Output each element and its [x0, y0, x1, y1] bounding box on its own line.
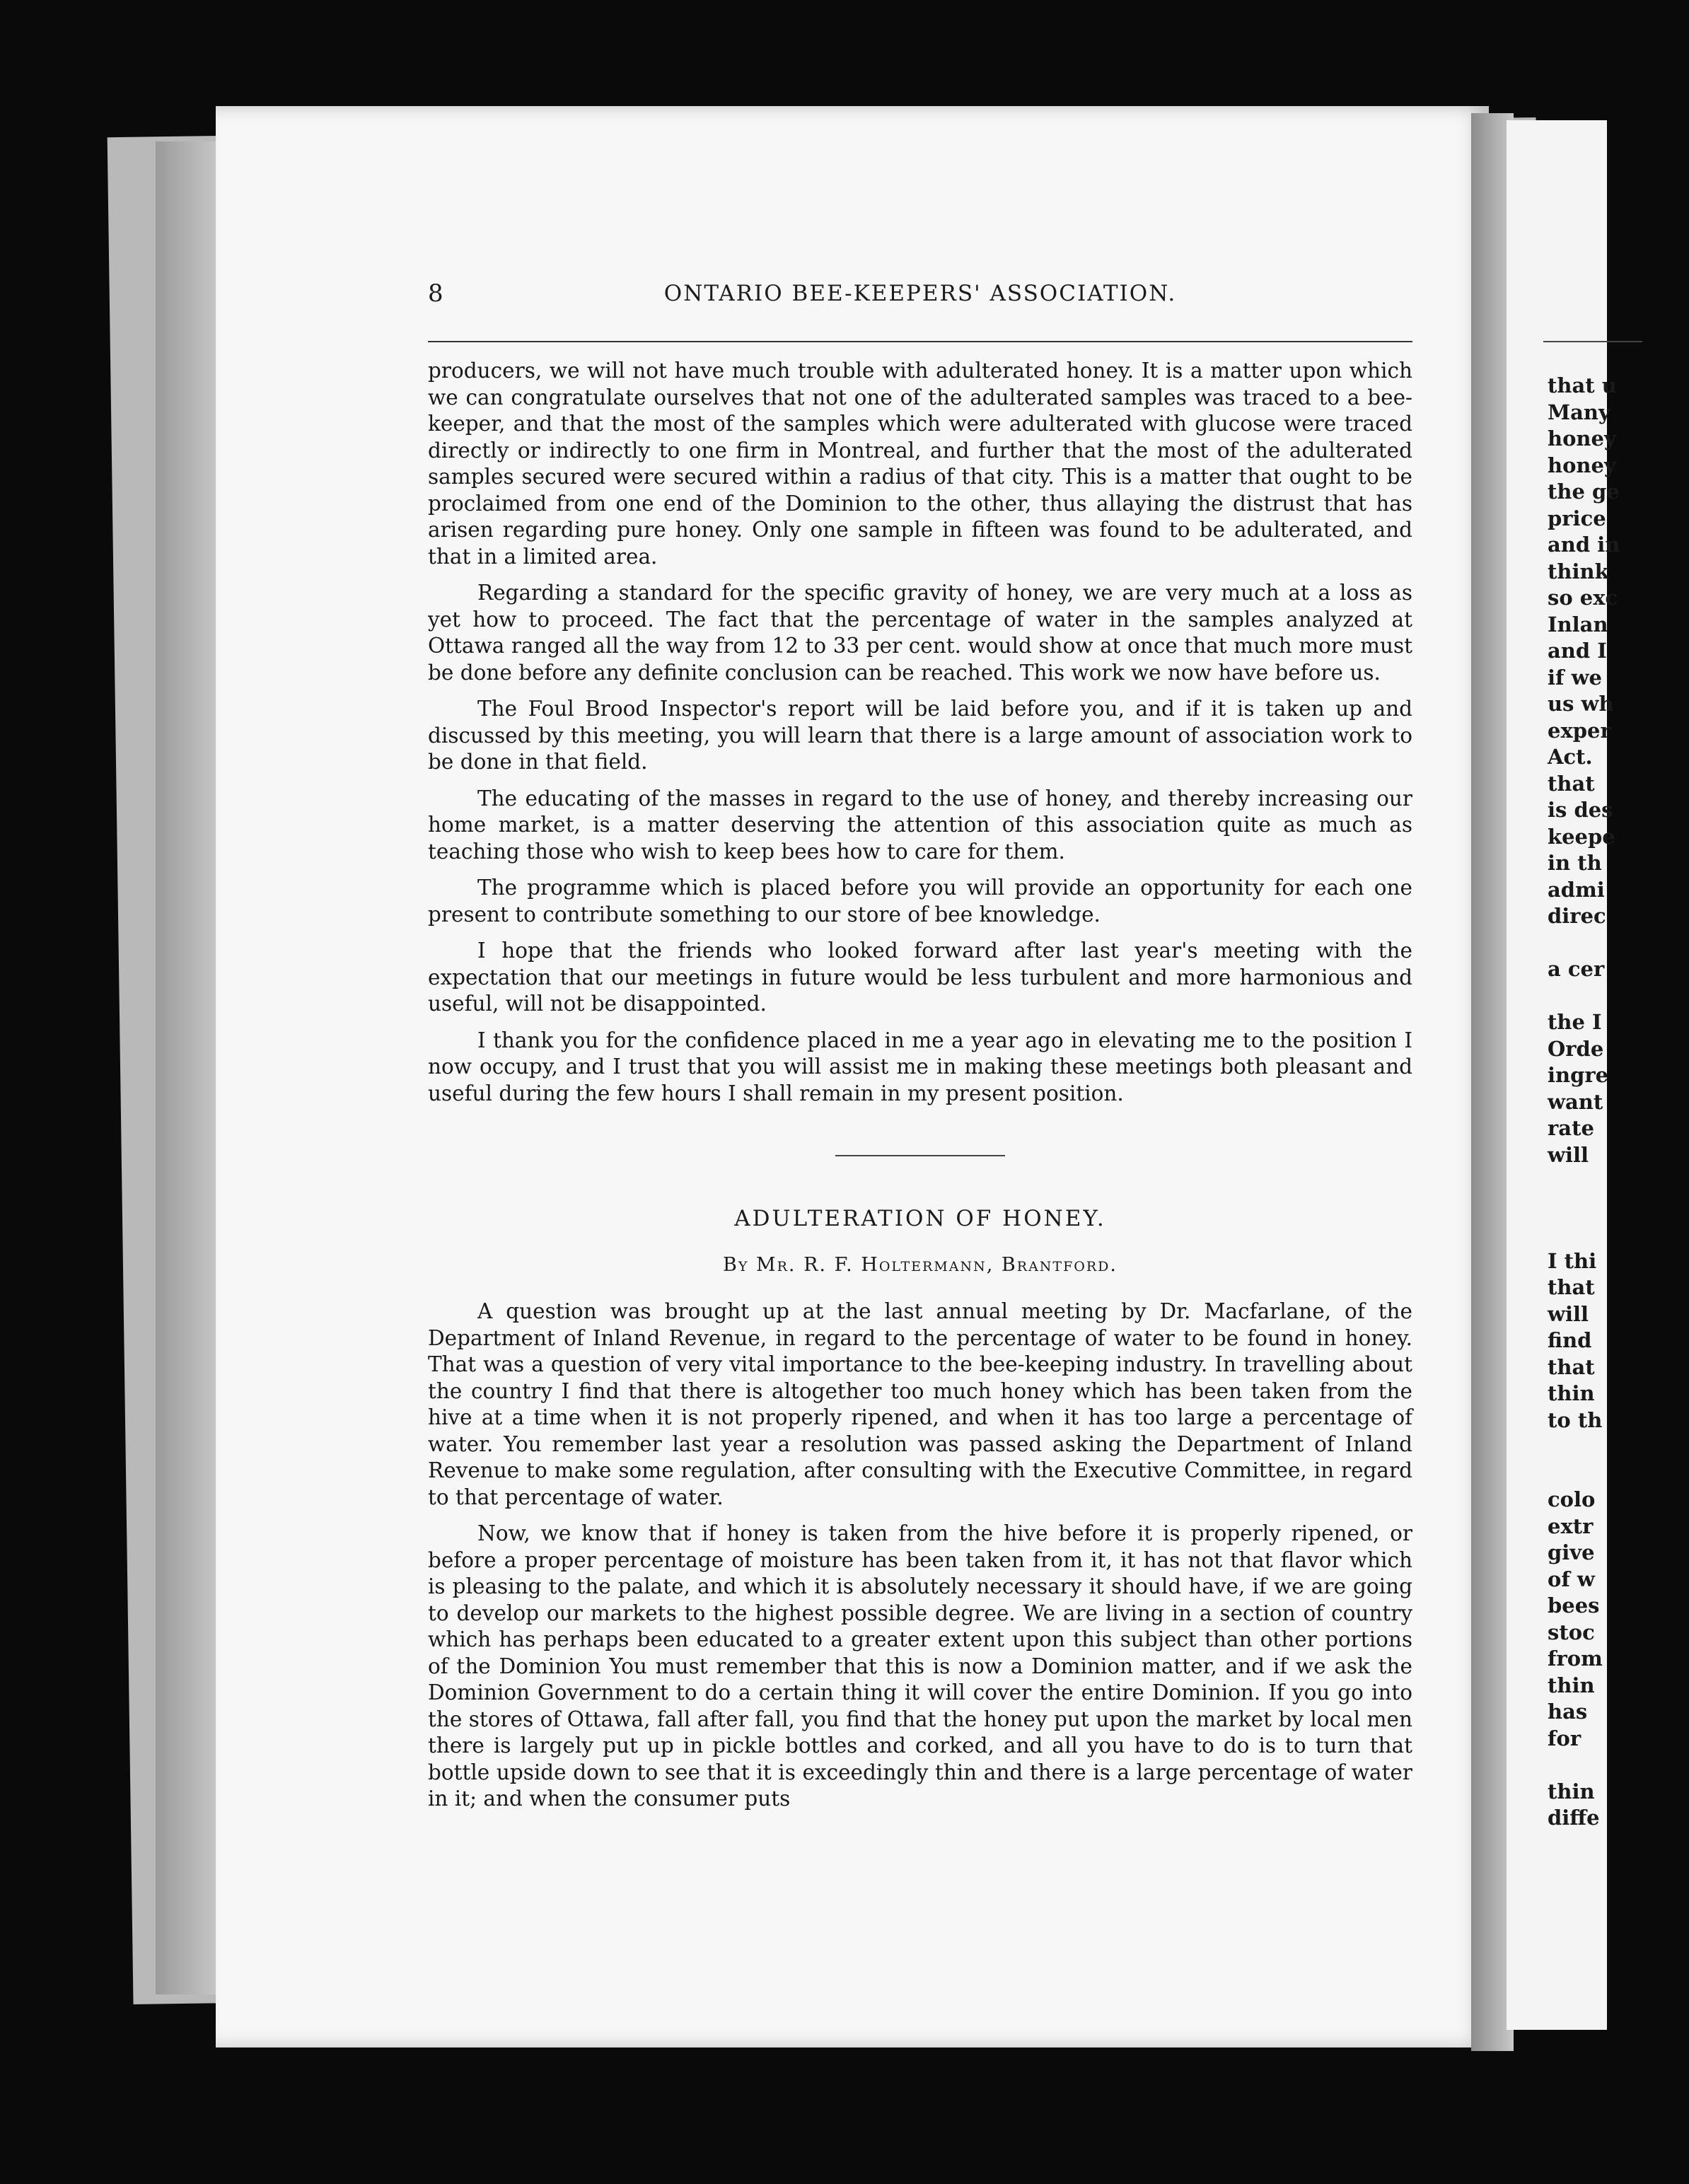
facing-page-line: honey [1548, 453, 1616, 477]
facing-page-rule [1543, 341, 1642, 342]
section-divider [835, 1155, 1005, 1156]
facing-page-line [1548, 1168, 1689, 1195]
facing-page-line: price [1548, 506, 1606, 530]
facing-page-line: Orde [1548, 1036, 1604, 1061]
facing-page-line: admi [1548, 877, 1605, 902]
article-byline: By Mr. R. F. Holtermann, Brantford. [723, 1254, 1118, 1276]
facing-page-line: extr [1548, 1514, 1594, 1538]
facing-page-line: want [1548, 1089, 1603, 1114]
book-page [216, 106, 1489, 2047]
facing-page-line: honey [1548, 426, 1616, 451]
facing-page-text [1548, 373, 1689, 1832]
page-number: 8 [428, 279, 443, 308]
facing-page-line: I thi [1548, 1248, 1597, 1273]
facing-page-line: ingre [1548, 1063, 1609, 1087]
facing-page-line: for [1548, 1726, 1581, 1750]
facing-page-line: Act. [1548, 745, 1593, 769]
facing-page-line: thin [1548, 1381, 1595, 1405]
facing-page-line: to th [1548, 1407, 1603, 1432]
facing-page-line: and I [1548, 639, 1607, 663]
facing-page-line: will [1548, 1142, 1589, 1167]
body-paragraph: producers, we will not have much trouble with adulterated honey. It is a matter upon which we can congratulate ourselves that not one of the adulterated samples was traced to a bee-keeper, and that the most of the samples which were adulterated with glucose were traced directly or indirectly to one firm in Montreal, and further that the most of the adulterated samples secured were secured within a radius of that city. This is a matter that ought to be proclaimed from one end of the Dominion to the other, thus allaying the distrust that has arisen regarding pure honey. Only one sample in fifteen was found to be adulterated, and that in a limited area. [428, 359, 1412, 569]
body-paragraph: The programme which is placed before you will provide an opportunity for each one present to contribute something to our store of bee knowledge. [428, 876, 1412, 927]
facing-page-line: that [1548, 1354, 1595, 1379]
running-head-title: ONTARIO BEE-KEEPERS' ASSOCIATION. [663, 281, 1177, 306]
article-title: ADULTERATION OF HONEY. [734, 1206, 1106, 1231]
facing-page-line: in th [1548, 851, 1602, 875]
facing-page-line: direc [1548, 904, 1606, 928]
facing-page-line: Many [1548, 400, 1610, 424]
facing-page-line: thin [1548, 1779, 1595, 1803]
facing-page [1507, 120, 1620, 2030]
article-paragraph: A question was brought up at the last annual meeting by Dr. Macfarlane, of the Department of Inland Revenue, in regard to the percentage of water to be found in honey. That was a question of very vital importance to the bee-keeping industry. In travelling about the country I find that there is altogether too much honey which has been taken from the hive at a time when it is not properly ripened, and when it has too large a percentage of water. You remember last year a resolution was passed asking the Department of Inland Revenue to make some regulation, after consulting with the Executive Committee, in regard to that percentage of water. [428, 1299, 1412, 1509]
facing-page-line: a cer [1548, 957, 1605, 981]
facing-page-line: colo [1548, 1487, 1596, 1511]
facing-page-line [1548, 1460, 1689, 1487]
body-paragraph: I thank you for the confidence placed in me a year ago in elevating me to the position I now occupy, and I trust that you will assist me in making these meetings both pleasant and useful during the few hours I shall remain in my present position. [428, 1028, 1412, 1105]
page-content [428, 279, 1412, 1823]
body-paragraph: The Foul Brood Inspector's report will be laid before you, and if it is taken up and discussed by this meeting, you will learn that there is a large amount of association work to be done in that field. [428, 697, 1412, 774]
header-rule [428, 341, 1412, 342]
facing-page-line: so exc [1548, 586, 1618, 610]
facing-page-line: keepe [1548, 824, 1615, 849]
facing-page-line [1548, 930, 1689, 957]
body-paragraph: The educating of the masses in regard to the use of honey, and thereby increasing our home market, is a matter deserving the attention of this association quite as much as teaching those who wish to keep bees how to care for them. [428, 786, 1412, 864]
facing-page-line: Inlan [1548, 612, 1608, 637]
facing-page-line: will [1548, 1301, 1589, 1326]
facing-page-line: if we [1548, 665, 1603, 690]
facing-page-line: and in [1548, 533, 1620, 557]
facing-page-line: that u [1548, 373, 1617, 397]
facing-page-line: that [1548, 771, 1595, 796]
facing-page-line: of w [1548, 1567, 1595, 1591]
body-paragraph: I hope that the friends who looked forward after last year's meeting with the expectation that our meetings in future would be less turbulent and more harmonious and useful, will not be disappointed. [428, 939, 1412, 1016]
facing-page-line: the ge [1548, 480, 1620, 504]
facing-page-line: bees [1548, 1593, 1600, 1617]
facing-page-line: from [1548, 1646, 1603, 1671]
facing-page-line: has [1548, 1700, 1588, 1724]
article-paragraph: Now, we know that if honey is taken from the hive before it is properly ripened, or before a proper percentage of moisture has been taken from it, it has not that flavor which is pleasing to the palate, and which it is absolutely necessary it should have, if we are going to develop our markets to the highest possible degree. We are living in a section of country which has perhaps been educated to a greater extent upon this subject than other portions of the Dominion You must remember that this is now a Dominion matter, and if we ask the Dominion Government to do a certain thing it will cover the entire Dominion. If you go into the stores of Ottawa, fall after fall, you find that the honey put upon the market by local men there is largely put up in pickle bottles and corked, and all you have to do is to turn that bottle upside down to see that it is exceedingly thin and there is a large percentage of water in it; and when the consumer puts [428, 1521, 1412, 1811]
facing-page-line: give [1548, 1540, 1595, 1564]
body-paragraph: Regarding a standard for the specific gravity of honey, we are very much at a loss as yet how to proceed. The fact that the percentage of water in the samples analyzed at Ottawa ranged all the way from 12 to 33 per cent. would show at once that much more must be done before any definite conclusion can be reached. This work we now have before us. [428, 581, 1412, 685]
facing-page-line [1548, 1195, 1689, 1222]
facing-page-line [1548, 983, 1689, 1010]
facing-page-line: exper [1548, 718, 1611, 743]
facing-page-line [1548, 1221, 1689, 1248]
facing-page-line [1548, 1752, 1689, 1779]
facing-page-line: the I [1548, 1010, 1602, 1034]
facing-page-line: find [1548, 1328, 1592, 1352]
running-head [428, 279, 1412, 322]
facing-page-line: us wh [1548, 692, 1614, 716]
facing-page-line: diffe [1548, 1806, 1600, 1830]
facing-page-line: stoc [1548, 1620, 1595, 1644]
facing-page-line: rate [1548, 1116, 1594, 1140]
facing-page-line: think [1548, 559, 1609, 583]
facing-page-line: is des [1548, 798, 1613, 822]
facing-page-line [1548, 1434, 1689, 1460]
facing-page-line: that [1548, 1275, 1595, 1299]
facing-page-line: thin [1548, 1673, 1595, 1697]
